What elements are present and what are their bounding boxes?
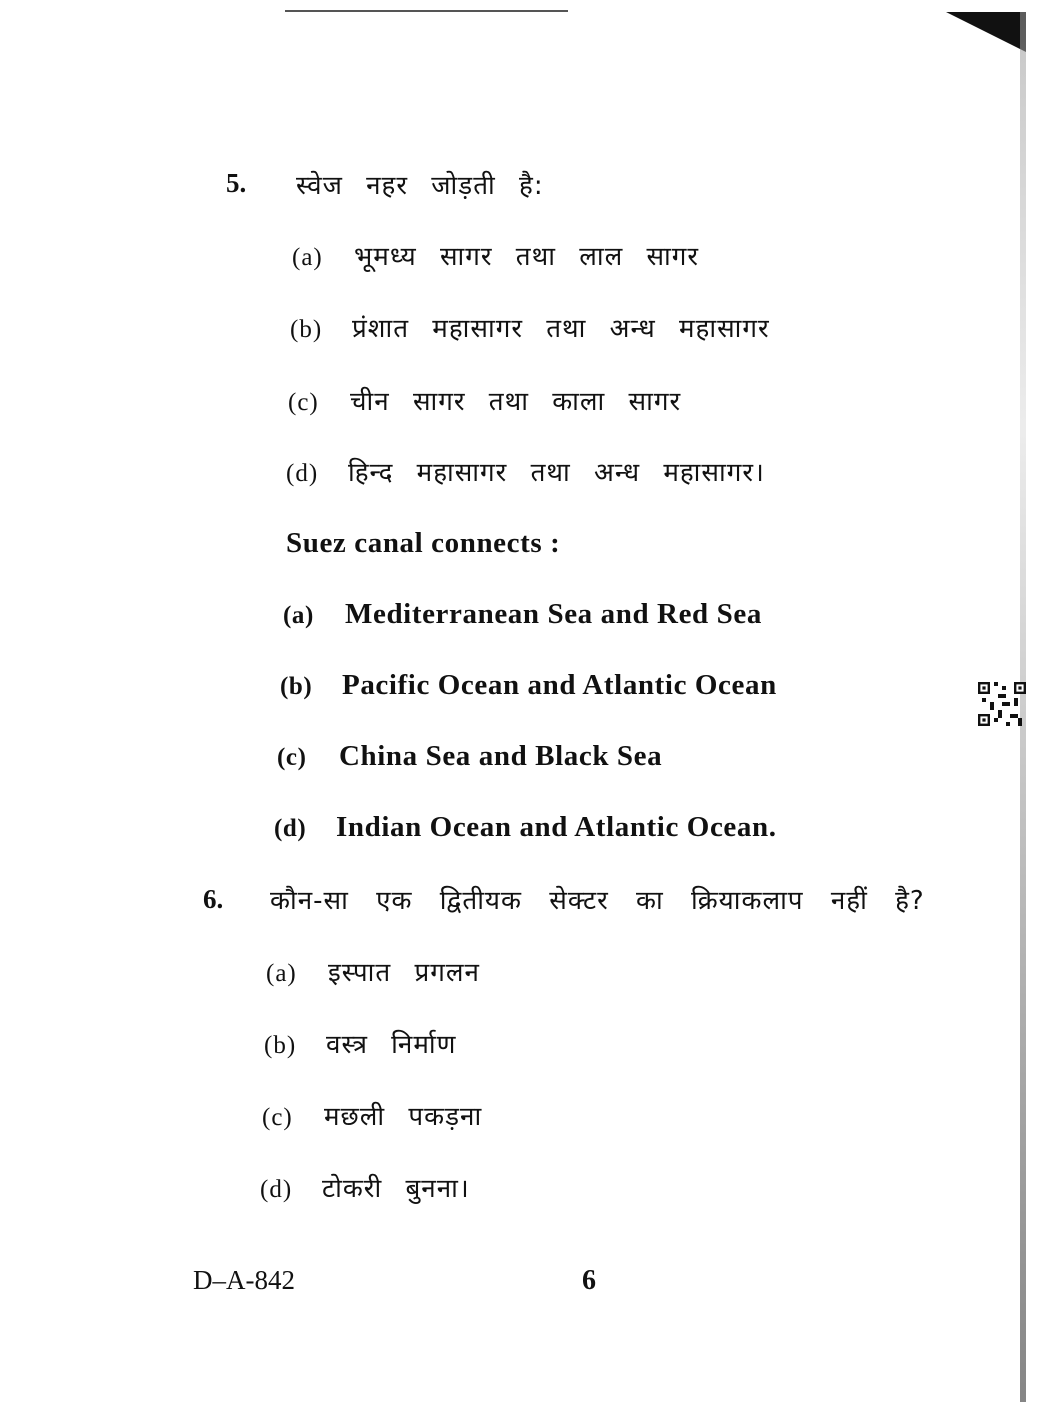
option-label: (c) — [288, 389, 319, 416]
q5-hindi-option-d — [286, 453, 765, 489]
top-rule — [285, 10, 568, 12]
question-6-hindi-stem: कौन-सा एक द्वितीयक सेक्टर का क्रियाकलाप नहीं है? — [270, 886, 925, 916]
option-text: China Sea and Black Sea — [339, 740, 663, 772]
option-text: प्रंशात महासागर तथा अन्ध महासागर — [352, 314, 770, 344]
paper-code: D–A-842 — [193, 1265, 295, 1295]
q6-hindi-option-a — [266, 953, 480, 989]
option-label: (c) — [262, 1104, 293, 1131]
option-text: वस्त्र निर्माण — [326, 1030, 457, 1060]
qr-code-icon — [978, 682, 1026, 726]
option-text: मछली पकड़ना — [324, 1102, 483, 1132]
option-text: हिन्द महासागर तथा अन्ध महासागर। — [348, 458, 765, 488]
question-6-number: 6. — [203, 884, 224, 914]
option-label: (d) — [260, 1176, 293, 1203]
page-corner-shadow — [946, 12, 1026, 52]
option-text: Mediterranean Sea and Red Sea — [345, 598, 762, 630]
option-label: (c) — [277, 744, 307, 771]
option-label: (d) — [274, 815, 307, 842]
option-label: (d) — [286, 460, 319, 487]
option-label: (b) — [264, 1032, 297, 1059]
question-5-number: 5. — [226, 168, 247, 198]
q5-hindi-option-a — [292, 237, 699, 273]
option-text: चीन सागर तथा काला सागर — [350, 387, 682, 417]
question-5-english-stem: Suez canal connects : — [286, 527, 561, 559]
q6-hindi-option-b — [264, 1025, 456, 1061]
option-text: Indian Ocean and Atlantic Ocean. — [336, 811, 777, 843]
option-label: (b) — [280, 673, 313, 700]
option-label: (a) — [266, 960, 297, 987]
option-text: टोकरी बुनना। — [322, 1174, 470, 1204]
option-label: (a) — [292, 244, 323, 271]
question-5-hindi-stem: स्वेज नहर जोड़ती है: — [296, 171, 544, 201]
option-text: इस्पात प्रगलन — [328, 958, 480, 988]
q5-hindi-option-c — [288, 382, 681, 418]
q5-english-option-d — [274, 811, 777, 844]
q5-english-option-c — [277, 740, 662, 773]
q5-english-option-b — [280, 669, 777, 702]
option-text: Pacific Ocean and Atlantic Ocean — [342, 669, 777, 701]
page-number: 6 — [582, 1265, 596, 1296]
q5-english-option-a — [283, 598, 762, 631]
q6-hindi-option-c — [262, 1097, 482, 1133]
option-label: (a) — [283, 602, 314, 629]
option-text: भूमध्य सागर तथा लाल सागर — [354, 242, 700, 272]
option-label: (b) — [290, 316, 323, 343]
q6-hindi-option-d — [260, 1169, 470, 1205]
q5-hindi-option-b — [290, 309, 770, 345]
